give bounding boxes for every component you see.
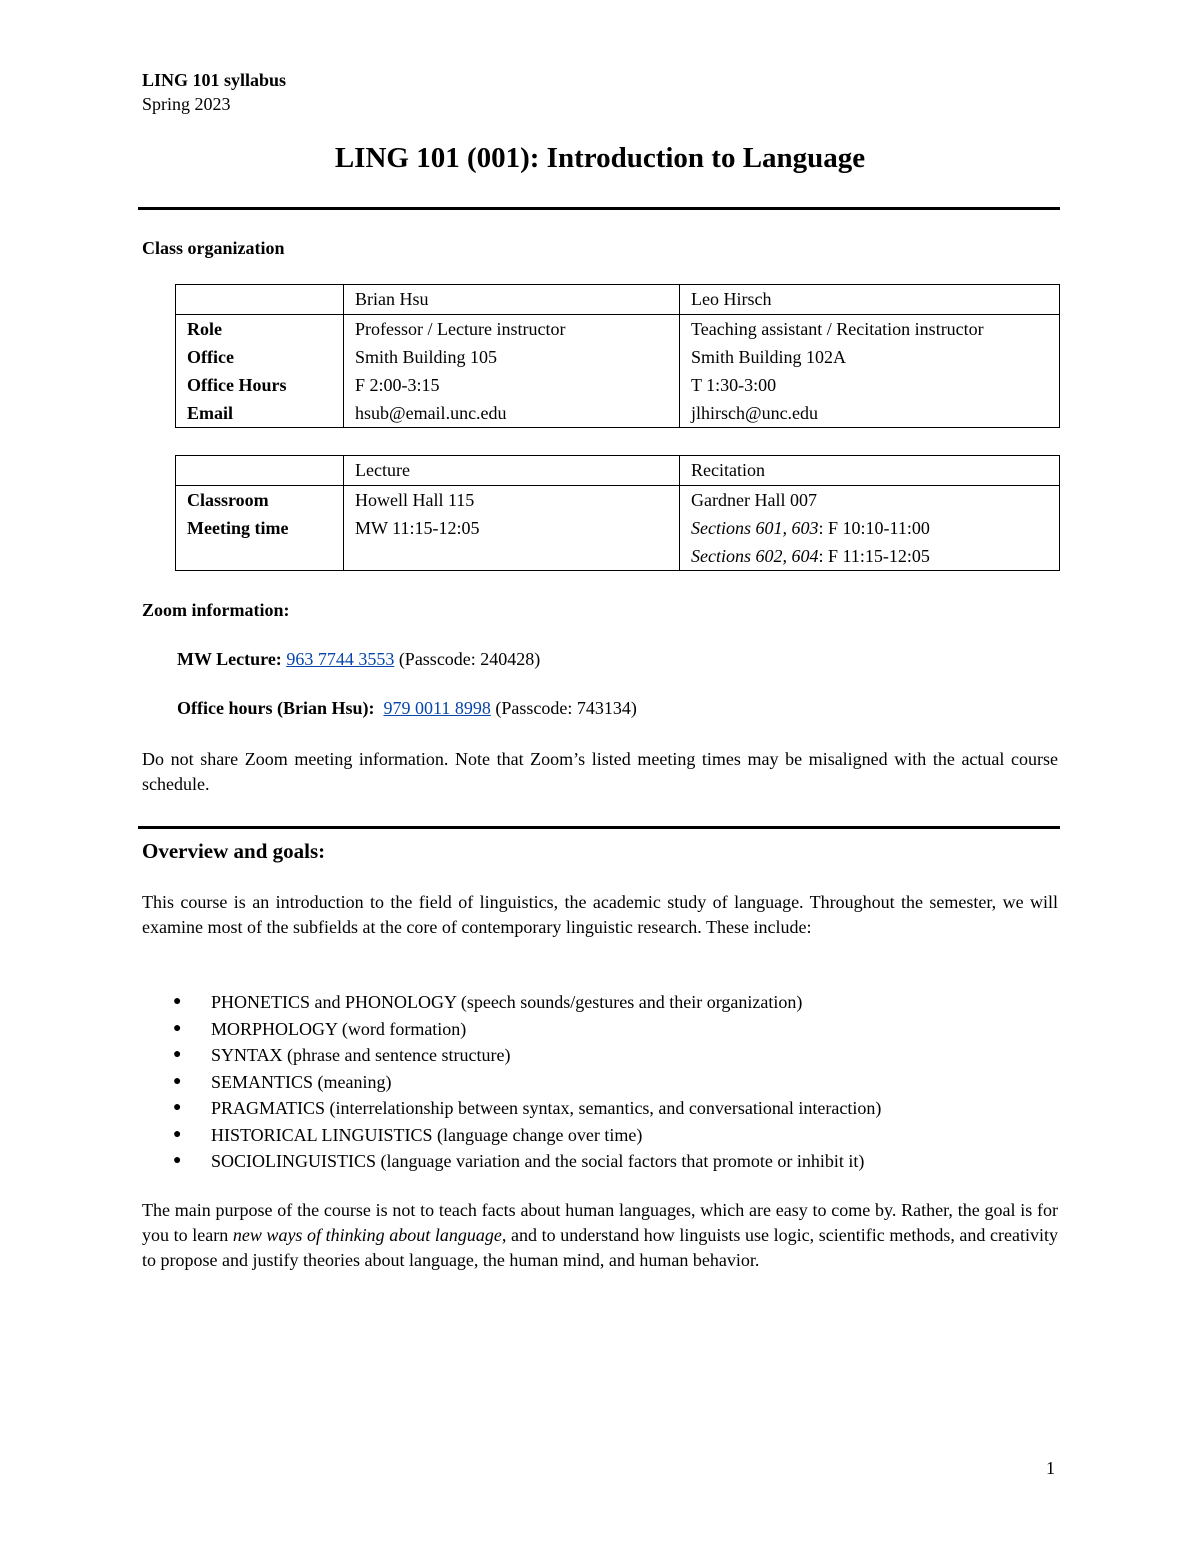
purpose-text: The main purpose of the course is not to teach facts about human languages, which are easy to come by. Rather, the goal is for you to learn <box>142 1200 1058 1245</box>
list-item <box>142 1069 881 1096</box>
purpose-paragraph <box>142 1198 1058 1273</box>
section-time: : F 10:10-11:00 <box>818 518 930 538</box>
class-organization-label: Class organization <box>142 238 285 258</box>
list-item-text: MORPHOLOGY (word formation) <box>211 1018 467 1039</box>
staff-table-header-row <box>176 285 1060 315</box>
table-cell: Smith Building 105 <box>344 343 680 371</box>
document-title: LING 101 (001): Introduction to Language <box>334 142 866 174</box>
bullet-icon: ● <box>173 1073 182 1089</box>
page-number: 1 <box>1046 1458 1055 1478</box>
email-cell: hsub@email.unc.edu <box>344 399 680 428</box>
list-item <box>142 1148 881 1175</box>
table-row <box>176 486 1060 515</box>
overview-intro: This course is an introduction to the field of linguistics, the academic study of language. Throughout the semester, we will examine most of the subfields at the core of contemporary linguistic research. These include: <box>142 892 1058 937</box>
table-cell: MW 11:15-12:05 <box>344 514 680 542</box>
zoom-office-hours-line <box>177 698 637 719</box>
list-item <box>142 1042 881 1069</box>
list-item-text: HISTORICAL LINGUISTICS (language change over time) <box>211 1124 643 1145</box>
bullet-icon: ● <box>173 1020 182 1036</box>
section-list: Sections 601, 603 <box>691 518 819 538</box>
table-cell: Brian Hsu <box>344 285 680 315</box>
meeting-table-header-row <box>176 456 1060 486</box>
list-item <box>142 1095 881 1122</box>
list-item-text: SEMANTICS (meaning) <box>211 1071 392 1092</box>
table-row <box>176 343 1060 371</box>
table-cell: Howell Hall 115 <box>344 486 680 515</box>
zoom-note: Do not share Zoom meeting information. Note that Zoom’s listed meeting times may be misaligned with the actual course schedule. <box>142 749 1058 794</box>
row-label: Email <box>176 399 344 428</box>
zoom-office-hours-passcode: (Passcode: 743134) <box>495 698 637 718</box>
table-cell <box>680 514 1060 542</box>
bullet-icon: ● <box>173 1100 182 1115</box>
list-item-text: PRAGMATICS (interrelationship between syntax, semantics, and conversational interaction) <box>211 1098 882 1118</box>
staff-table <box>175 284 1060 428</box>
row-label: Meeting time <box>176 514 344 542</box>
purpose-emphasis: new ways of thinking about language <box>232 1225 502 1245</box>
section-time: : F 11:15-12:05 <box>818 546 930 566</box>
bullet-icon: ● <box>173 1047 182 1062</box>
table-cell <box>176 542 344 571</box>
row-label: Office <box>176 343 344 371</box>
zoom-lecture-passcode: (Passcode: 240428) <box>398 649 541 669</box>
table-row <box>176 371 1060 399</box>
zoom-lecture-line <box>177 649 540 670</box>
list-item-text: SYNTAX (phrase and sentence structure) <box>211 1045 511 1065</box>
table-cell: Professor / Lecture instructor <box>344 315 680 344</box>
row-label: Classroom <box>176 486 344 515</box>
header-term: Spring 2023 <box>142 94 231 114</box>
bullet-icon: ● <box>173 1153 182 1168</box>
zoom-information-label: Zoom information: <box>142 600 290 620</box>
table-cell: Leo Hirsch <box>680 285 1060 315</box>
table-row <box>176 542 1060 571</box>
table-cell <box>176 456 344 486</box>
zoom-office-hours-link[interactable]: 979 0011 8998 <box>383 698 491 718</box>
section-divider <box>138 826 1060 829</box>
section-list: Sections 602, 604 <box>691 546 819 566</box>
title-divider <box>138 207 1060 210</box>
row-label: Office Hours <box>176 371 344 399</box>
table-cell <box>176 285 344 315</box>
table-cell: Smith Building 102A <box>680 343 1060 371</box>
zoom-lecture-label: MW Lecture: <box>177 649 282 669</box>
zoom-office-hours-label: Office hours (Brian Hsu): <box>177 698 375 718</box>
table-cell: F 2:00-3:15 <box>344 371 680 399</box>
meeting-table <box>175 455 1060 571</box>
bullet-icon: ● <box>173 1126 182 1142</box>
table-row <box>176 399 1060 428</box>
overview-heading: Overview and goals: <box>142 839 326 863</box>
list-item <box>142 1122 881 1149</box>
table-row <box>176 514 1060 542</box>
list-item-text: PHONETICS and PHONOLOGY (speech sounds/gestures and their organization) <box>211 992 803 1012</box>
table-cell: Lecture <box>344 456 680 486</box>
list-item-text: SOCIOLINGUISTICS (language variation and the social factors that promote or inhibit it) <box>211 1151 865 1171</box>
subfield-list <box>142 989 881 1175</box>
row-label: Role <box>176 315 344 344</box>
table-cell: T 1:30-3:00 <box>680 371 1060 399</box>
zoom-lecture-link[interactable]: 963 7744 3553 <box>286 649 395 669</box>
table-cell: Teaching assistant / Recitation instructor <box>680 315 1060 344</box>
list-item <box>142 1016 881 1043</box>
header-title: LING 101 syllabus <box>142 70 287 90</box>
table-cell: Recitation <box>680 456 1060 486</box>
table-cell <box>680 542 1060 571</box>
table-row <box>176 315 1060 344</box>
purpose-text-end: , and to understand how linguists use logic, scientific methods, and creativity to propose and justify theories about language, the human mind, and human behavior. <box>142 1225 1059 1270</box>
table-cell <box>344 542 680 571</box>
bullet-icon: ● <box>173 994 182 1009</box>
email-cell: jlhirsch@unc.edu <box>680 399 1060 428</box>
list-item <box>142 989 881 1016</box>
table-cell: Gardner Hall 007 <box>680 486 1060 515</box>
